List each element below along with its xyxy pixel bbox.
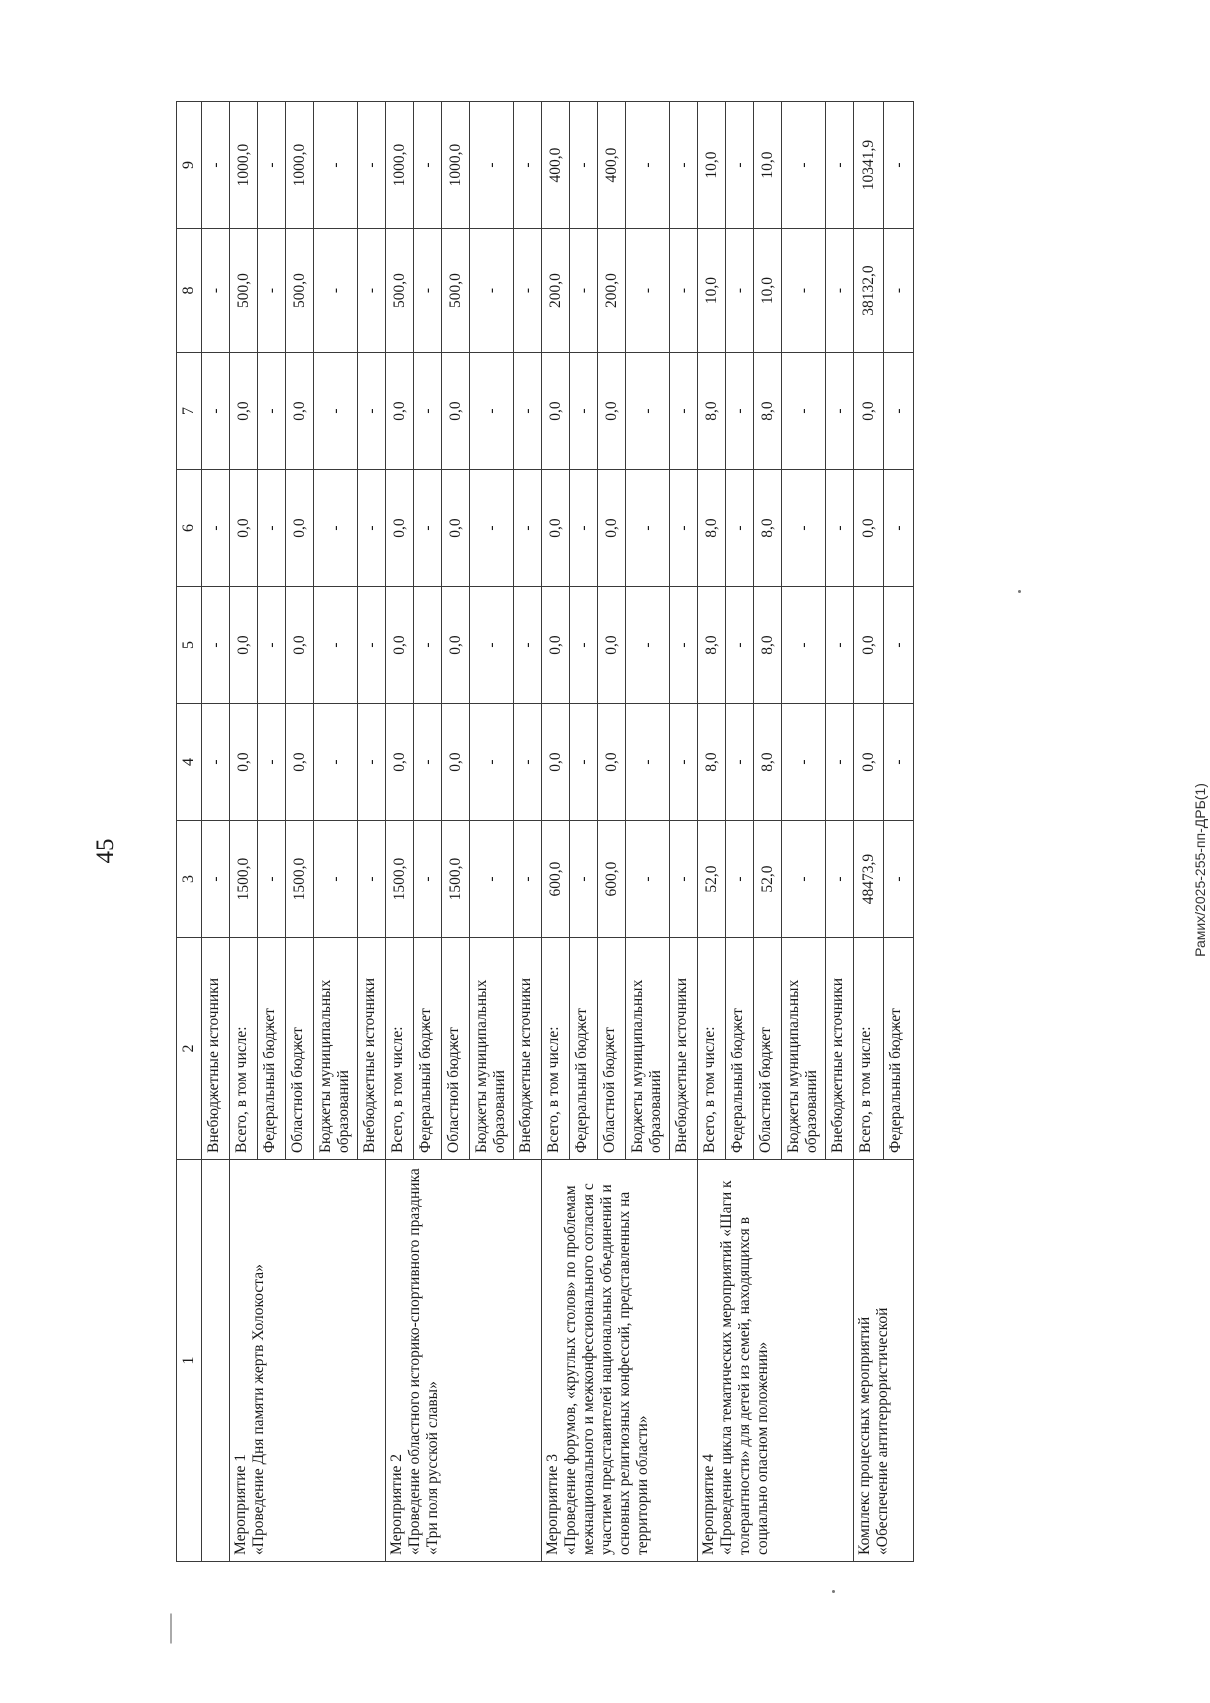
value-cell: 1000,0 <box>386 102 414 229</box>
value-cell: 500,0 <box>286 229 314 353</box>
activity-title: Мероприятие 2 <box>388 1454 405 1555</box>
value-cell: - <box>626 587 670 704</box>
activity-cell <box>698 1160 854 1562</box>
value-cell: - <box>514 102 542 229</box>
value-cell: - <box>782 353 826 470</box>
value-cell: - <box>514 229 542 353</box>
value-cell: - <box>626 470 670 587</box>
value-cell: - <box>570 102 598 229</box>
page-number: 45 <box>92 838 119 864</box>
activity-description: «Проведение Дня памяти жертв Холокоста» <box>250 1264 267 1555</box>
activity-title: Комплекс процессных мероприятий <box>856 1316 873 1555</box>
value-cell: 0,0 <box>286 353 314 470</box>
margin-mark <box>171 1614 172 1644</box>
header-row <box>177 102 202 1562</box>
value-cell: - <box>826 821 854 938</box>
table-row <box>386 102 414 1562</box>
financing-table <box>176 101 914 1562</box>
value-cell: 0,0 <box>230 587 258 704</box>
value-cell: 1500,0 <box>230 821 258 938</box>
value-cell: 0,0 <box>230 353 258 470</box>
value-cell: - <box>258 470 286 587</box>
value-cell: 1500,0 <box>286 821 314 938</box>
value-cell: - <box>782 821 826 938</box>
value-cell: 0,0 <box>386 353 414 470</box>
value-cell: - <box>570 821 598 938</box>
source-cell: Федеральный бюджет <box>414 938 442 1160</box>
value-cell: - <box>358 470 386 587</box>
value-cell: - <box>670 821 698 938</box>
source-cell: Бюджеты муниципальных образований <box>314 938 358 1160</box>
table-row <box>854 102 884 1562</box>
value-cell: - <box>670 353 698 470</box>
table-body <box>202 102 914 1562</box>
value-cell: 0,0 <box>542 587 570 704</box>
value-cell: - <box>782 704 826 821</box>
source-cell: Федеральный бюджет <box>884 938 914 1160</box>
value-cell: 0,0 <box>598 470 626 587</box>
value-cell: - <box>726 229 754 353</box>
value-cell: 500,0 <box>386 229 414 353</box>
value-cell: 0,0 <box>854 587 884 704</box>
source-cell: Федеральный бюджет <box>570 938 598 1160</box>
value-cell: - <box>202 229 230 353</box>
value-cell: - <box>414 102 442 229</box>
value-cell: - <box>726 102 754 229</box>
value-cell: - <box>884 821 914 938</box>
activity-description: «Проведение форумов, «круглых столов» по проблемам межнационального и межконфессионального согласия с участием представителей национальных объединений и основных религиозных конфессий, представленных на территории области» <box>562 1183 651 1555</box>
activity-title: Мероприятие 4 <box>700 1454 717 1555</box>
activity-cell-continued <box>202 1160 230 1562</box>
source-cell: Всего, в том числе: <box>542 938 570 1160</box>
value-cell: 0,0 <box>598 353 626 470</box>
value-cell: - <box>570 587 598 704</box>
value-cell: - <box>670 587 698 704</box>
activity-description: «Обеспечение антитеррористической <box>874 1307 891 1555</box>
value-cell: - <box>626 353 670 470</box>
value-cell: - <box>570 704 598 821</box>
value-cell: - <box>414 470 442 587</box>
value-cell: 1500,0 <box>442 821 470 938</box>
value-cell: 0,0 <box>542 704 570 821</box>
source-cell: Внебюджетные источники <box>514 938 542 1160</box>
value-cell: - <box>826 587 854 704</box>
value-cell: - <box>626 821 670 938</box>
value-cell: - <box>314 704 358 821</box>
col-header: 5 <box>177 587 202 704</box>
value-cell: 8,0 <box>698 353 726 470</box>
value-cell: 0,0 <box>854 353 884 470</box>
value-cell: - <box>414 587 442 704</box>
value-cell: 0,0 <box>442 704 470 821</box>
value-cell: 0,0 <box>598 704 626 821</box>
value-cell: - <box>626 704 670 821</box>
value-cell: - <box>670 229 698 353</box>
value-cell: - <box>314 821 358 938</box>
col-header: 4 <box>177 704 202 821</box>
source-cell: Бюджеты муниципальных образований <box>470 938 514 1160</box>
col-header: 9 <box>177 102 202 229</box>
value-cell: 10,0 <box>698 229 726 353</box>
activity-description: «Проведение областного историко-спортивного праздника «Три поля русской славы» <box>406 1168 441 1555</box>
value-cell: - <box>414 229 442 353</box>
col-header: 7 <box>177 353 202 470</box>
value-cell: 48473,9 <box>854 821 884 938</box>
value-cell: 10,0 <box>698 102 726 229</box>
value-cell: - <box>726 587 754 704</box>
value-cell: 0,0 <box>386 470 414 587</box>
activity-title: Мероприятие 3 <box>544 1454 561 1555</box>
value-cell: 1000,0 <box>442 102 470 229</box>
value-cell: 0,0 <box>542 353 570 470</box>
activity-cell <box>854 1160 914 1562</box>
value-cell: 400,0 <box>542 102 570 229</box>
value-cell: 52,0 <box>698 821 726 938</box>
value-cell: - <box>726 704 754 821</box>
value-cell: 0,0 <box>542 470 570 587</box>
value-cell: - <box>514 821 542 938</box>
value-cell: - <box>358 821 386 938</box>
rotated-table-container <box>176 102 1056 1562</box>
source-cell: Областной бюджет <box>598 938 626 1160</box>
value-cell: 8,0 <box>754 704 782 821</box>
source-cell: Бюджеты муниципальных образований <box>626 938 670 1160</box>
value-cell: - <box>570 353 598 470</box>
activity-cell <box>230 1160 386 1562</box>
source-cell: Внебюджетные источники <box>358 938 386 1160</box>
value-cell: 0,0 <box>854 470 884 587</box>
value-cell: 600,0 <box>542 821 570 938</box>
value-cell: 8,0 <box>754 587 782 704</box>
value-cell: - <box>626 102 670 229</box>
value-cell: 0,0 <box>442 587 470 704</box>
value-cell: - <box>470 102 514 229</box>
value-cell: 38132,0 <box>854 229 884 353</box>
value-cell: - <box>514 587 542 704</box>
value-cell: - <box>258 704 286 821</box>
source-cell: Областной бюджет <box>442 938 470 1160</box>
value-cell: 200,0 <box>542 229 570 353</box>
value-cell: - <box>314 229 358 353</box>
value-cell: 8,0 <box>698 470 726 587</box>
value-cell: - <box>884 353 914 470</box>
value-cell: - <box>884 704 914 821</box>
value-cell: 1500,0 <box>386 821 414 938</box>
source-cell: Бюджеты муниципальных образований <box>782 938 826 1160</box>
value-cell: - <box>414 704 442 821</box>
value-cell: - <box>358 704 386 821</box>
value-cell: - <box>202 587 230 704</box>
value-cell: 10,0 <box>754 229 782 353</box>
value-cell: 0,0 <box>230 704 258 821</box>
value-cell: - <box>826 102 854 229</box>
value-cell: - <box>670 704 698 821</box>
value-cell: 400,0 <box>598 102 626 229</box>
value-cell: 0,0 <box>598 587 626 704</box>
col-header: 1 <box>177 1160 202 1562</box>
value-cell: - <box>202 704 230 821</box>
value-cell: - <box>570 470 598 587</box>
value-cell: 0,0 <box>230 470 258 587</box>
value-cell: 8,0 <box>698 704 726 821</box>
value-cell: - <box>470 353 514 470</box>
value-cell: 0,0 <box>442 470 470 587</box>
value-cell: 500,0 <box>442 229 470 353</box>
value-cell: - <box>726 353 754 470</box>
value-cell: - <box>470 587 514 704</box>
value-cell: - <box>314 470 358 587</box>
value-cell: - <box>884 587 914 704</box>
value-cell: 1000,0 <box>230 102 258 229</box>
value-cell: 8,0 <box>754 470 782 587</box>
value-cell: - <box>202 470 230 587</box>
col-header: 8 <box>177 229 202 353</box>
value-cell: 0,0 <box>854 704 884 821</box>
value-cell: - <box>258 587 286 704</box>
value-cell: - <box>726 470 754 587</box>
value-cell: 0,0 <box>286 587 314 704</box>
activity-description: «Проведение цикла тематических мероприятий «Шаги к толерантности» для детей из семей, находящихся в социально опасном положении» <box>718 1180 771 1555</box>
activity-title: Мероприятие 1 <box>232 1454 249 1555</box>
value-cell: - <box>358 102 386 229</box>
value-cell: 8,0 <box>754 353 782 470</box>
source-cell: Всего, в том числе: <box>386 938 414 1160</box>
value-cell: 52,0 <box>754 821 782 938</box>
value-cell: - <box>826 353 854 470</box>
value-cell: - <box>414 353 442 470</box>
col-header: 3 <box>177 821 202 938</box>
value-cell: - <box>358 229 386 353</box>
value-cell: - <box>726 821 754 938</box>
value-cell: - <box>670 470 698 587</box>
table-row <box>542 102 570 1562</box>
value-cell: - <box>470 229 514 353</box>
value-cell: - <box>202 821 230 938</box>
value-cell: - <box>314 353 358 470</box>
value-cell: - <box>514 353 542 470</box>
value-cell: - <box>358 587 386 704</box>
value-cell: 600,0 <box>598 821 626 938</box>
source-cell: Областной бюджет <box>754 938 782 1160</box>
value-cell: 1000,0 <box>286 102 314 229</box>
source-cell: Внебюджетные источники <box>826 938 854 1160</box>
value-cell: - <box>258 353 286 470</box>
value-cell: - <box>826 704 854 821</box>
table-row <box>698 102 726 1562</box>
value-cell: - <box>626 229 670 353</box>
value-cell: - <box>470 704 514 821</box>
value-cell: - <box>258 821 286 938</box>
value-cell: - <box>314 102 358 229</box>
value-cell: - <box>470 821 514 938</box>
value-cell: - <box>514 704 542 821</box>
value-cell: - <box>514 470 542 587</box>
source-cell: Федеральный бюджет <box>726 938 754 1160</box>
source-cell: Внебюджетные источники <box>670 938 698 1160</box>
source-cell: Внебюджетные источники <box>202 938 230 1160</box>
source-cell: Всего, в том числе: <box>854 938 884 1160</box>
value-cell: 0,0 <box>286 470 314 587</box>
value-cell: - <box>358 353 386 470</box>
col-header: 2 <box>177 938 202 1160</box>
value-cell: - <box>414 821 442 938</box>
activity-cell <box>542 1160 698 1562</box>
value-cell: - <box>258 229 286 353</box>
value-cell: - <box>202 102 230 229</box>
value-cell: - <box>670 102 698 229</box>
col-header: 6 <box>177 470 202 587</box>
value-cell: - <box>826 470 854 587</box>
source-cell: Всего, в том числе: <box>230 938 258 1160</box>
value-cell: - <box>470 470 514 587</box>
value-cell: 0,0 <box>386 587 414 704</box>
value-cell: 0,0 <box>442 353 470 470</box>
table-row <box>230 102 258 1562</box>
value-cell: - <box>782 587 826 704</box>
value-cell: - <box>884 102 914 229</box>
table-row <box>202 102 230 1562</box>
value-cell: 10341,9 <box>854 102 884 229</box>
value-cell: 0,0 <box>286 704 314 821</box>
value-cell: - <box>782 470 826 587</box>
value-cell: - <box>884 229 914 353</box>
value-cell: 0,0 <box>386 704 414 821</box>
value-cell: 10,0 <box>754 102 782 229</box>
value-cell: - <box>314 587 358 704</box>
value-cell: - <box>782 229 826 353</box>
document-code: Рамих/2025-255-пп-ДРБ(1) <box>1192 783 1208 957</box>
value-cell: - <box>258 102 286 229</box>
activity-cell <box>386 1160 542 1562</box>
source-cell: Федеральный бюджет <box>258 938 286 1160</box>
source-cell: Всего, в том числе: <box>698 938 726 1160</box>
value-cell: - <box>570 229 598 353</box>
scan-dot <box>832 1590 835 1593</box>
value-cell: 500,0 <box>230 229 258 353</box>
value-cell: - <box>782 102 826 229</box>
value-cell: 200,0 <box>598 229 626 353</box>
value-cell: - <box>884 470 914 587</box>
value-cell: 8,0 <box>698 587 726 704</box>
value-cell: - <box>202 353 230 470</box>
source-cell: Областной бюджет <box>286 938 314 1160</box>
value-cell: - <box>826 229 854 353</box>
